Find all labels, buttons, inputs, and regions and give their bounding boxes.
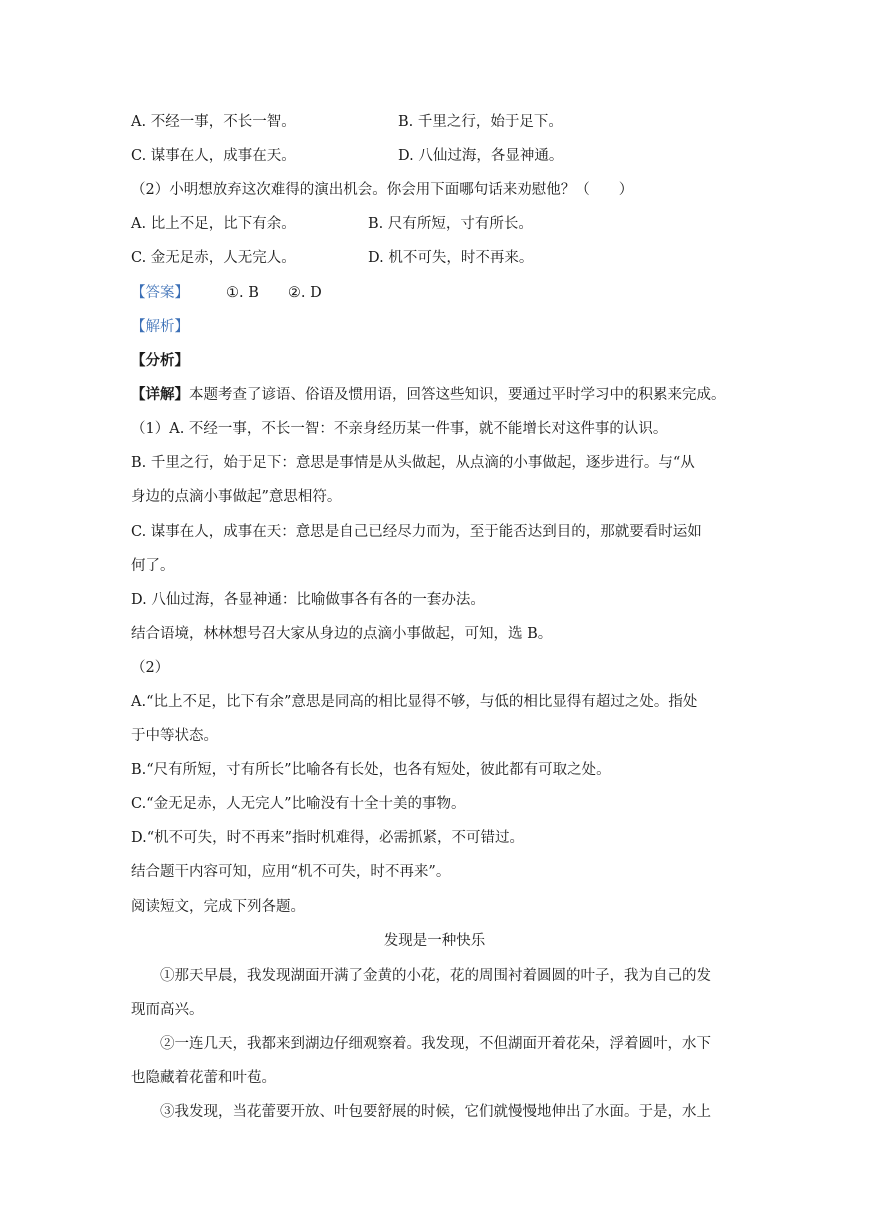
q1-option-b: B. 千里之行，始于足下。 (398, 114, 563, 130)
q1-option-d: D. 八仙过海，各显神通。 (398, 148, 564, 164)
analysis-label: 【解析】 (131, 319, 189, 335)
passage-p1-line2: 现而高兴。 (131, 1002, 204, 1018)
answer-values: ①. B ②. D (226, 285, 322, 301)
q1-explain-d: D. 八仙过海，各显神通：比喻做事各有各的一套办法。 (131, 592, 485, 608)
reading-intro: 阅读短文，完成下列各题。 (131, 899, 305, 915)
q2-explain-label: （2） (131, 660, 170, 676)
detail-paragraph (131, 385, 726, 405)
detail-text: 本题考查了谚语、俗语及惯用语，回答这些知识，要通过平时学习中的积累来完成。 (189, 387, 726, 403)
q2-option-c: C. 金无足赤，人无完人。 (131, 250, 296, 266)
q2-conclusion: 结合题干内容可知，应用“机不可失，时不再来”。 (131, 864, 451, 880)
passage-p3-line1: ③我发现，当花蕾要开放、叶包要舒展的时候，它们就慢慢地伸出了水面。于是，水上 (160, 1104, 711, 1120)
q1-explain-b-line1: B. 千里之行，始于足下：意思是事情是从头做起，从点滴的小事做起，逐步进行。与“从 (131, 455, 695, 471)
passage-title: 发现是一种快乐 (383, 933, 486, 949)
q2-explain-d: D.“机不可失，时不再来”指时机难得，必需抓紧，不可错过。 (131, 830, 525, 846)
q1-explain-b-line2: 身边的点滴小事做起”意思相符。 (131, 489, 342, 505)
q2-explain-a-line2: 于中等状态。 (131, 728, 218, 744)
q2-option-a: A. 比上不足，比下有余。 (131, 216, 296, 232)
q2-explain-c: C.“金无足赤，人无完人”比喻没有十全十美的事物。 (131, 796, 466, 812)
q1-explain-c-line2: 何了。 (131, 558, 175, 574)
passage-p1-line1: ①那天早晨，我发现湖面开满了金黄的小花，花的周围衬着圆圆的叶子，我为自己的发 (160, 968, 711, 984)
q2-explain-b: B.“尺有所短，寸有所长”比喻各有长处，也各有短处，彼此都有可取之处。 (131, 762, 611, 778)
fenxi-label: 【分析】 (131, 352, 189, 369)
q1-conclusion: 结合语境，林林想号召大家从身边的点滴小事做起，可知，选 B。 (131, 626, 553, 642)
q2-explain-a-line1: A.“比上不足，比下有余”意思是同高的相比显得不够，与低的相比显得有超过之处。指处 (131, 694, 698, 710)
answer-label: 【答案】 (131, 285, 189, 301)
q1-option-c: C. 谋事在人，成事在天。 (131, 148, 296, 164)
q2-option-b: B. 尺有所短，寸有所长。 (368, 216, 533, 232)
passage-p2-line2: 也隐藏着花蕾和叶苞。 (131, 1070, 276, 1086)
q1-explain-c-line1: C. 谋事在人，成事在天：意思是自己已经尽力而为，至于能否达到目的，那就要看时运如 (131, 524, 702, 540)
q2-stem: （2）小明想放弃这次难得的演出机会。你会用下面哪句话来劝慰他？（ ） (131, 182, 634, 198)
detail-label: 【详解】 (131, 386, 189, 403)
q1-explain-a: （1）A. 不经一事，不长一智：不亲身经历某一件事，就不能增长对这件事的认识。 (131, 421, 668, 437)
q2-option-d: D. 机不可失，时不再来。 (368, 250, 534, 266)
q1-option-a: A. 不经一事，不长一智。 (131, 114, 296, 130)
passage-p2-line1: ②一连几天，我都来到湖边仔细观察着。我发现，不但湖面开着花朵，浮着圆叶，水下 (160, 1036, 711, 1052)
